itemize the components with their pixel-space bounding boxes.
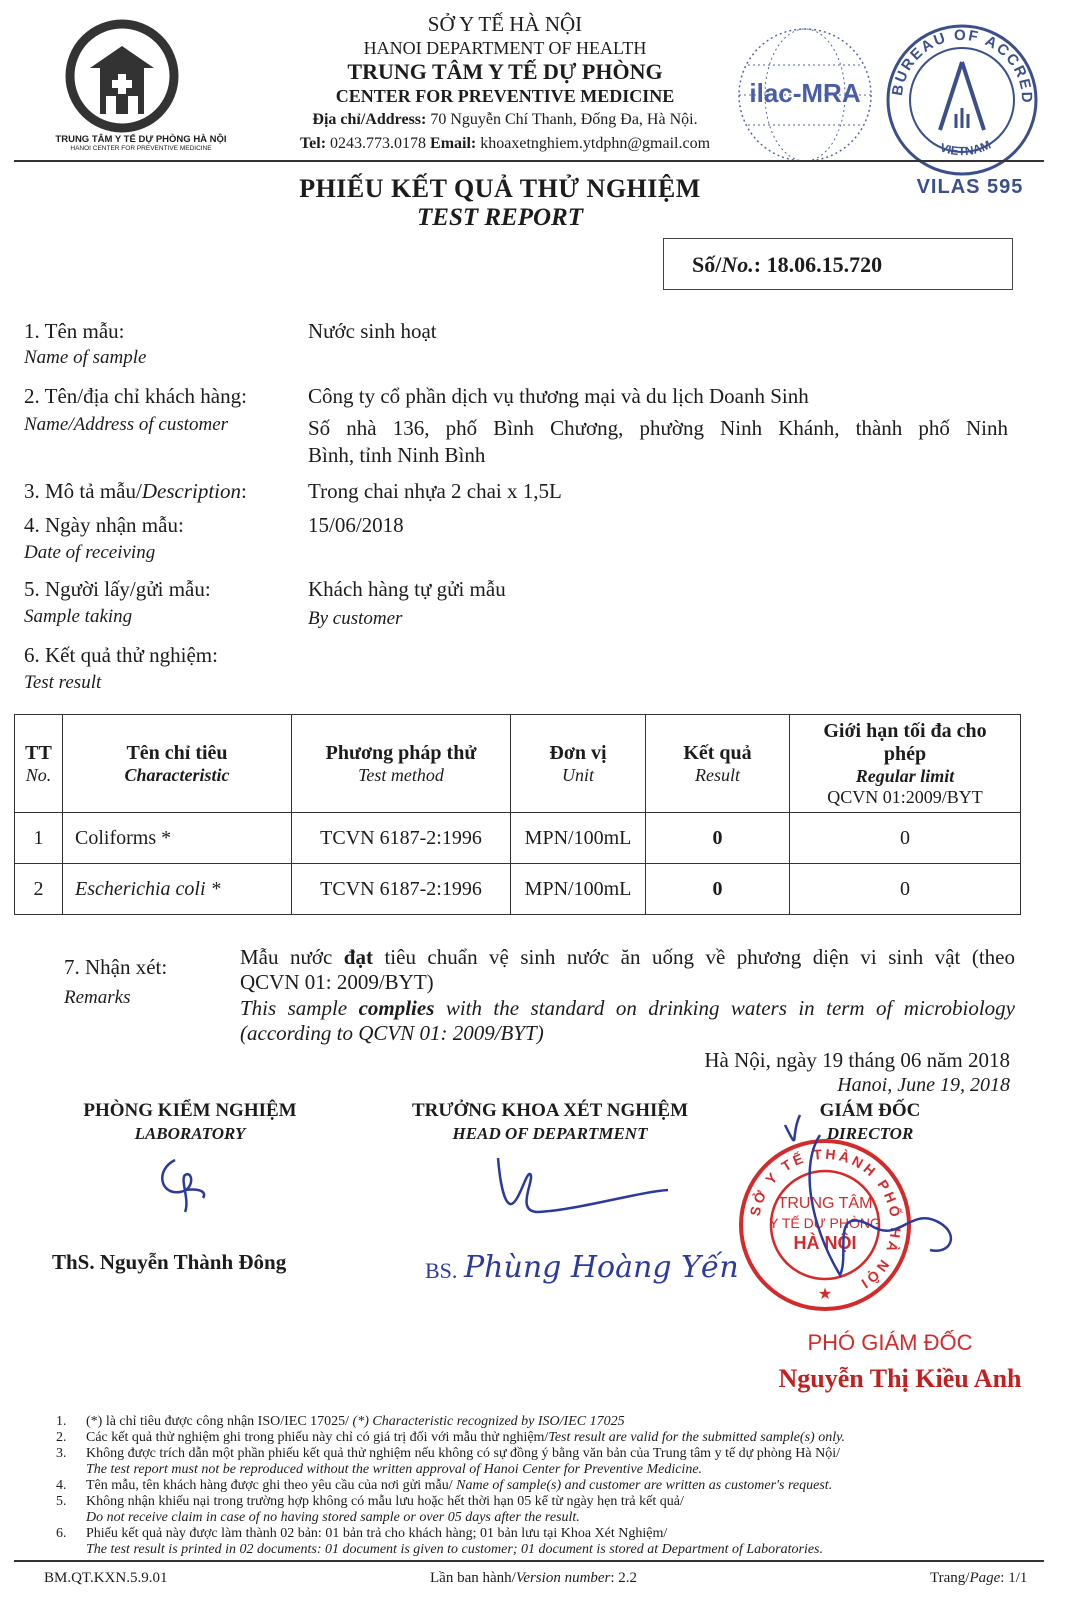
note-item [56,1446,1046,1462]
col-header-no-vi: TT [25,741,52,764]
version-info [430,1570,637,1587]
header-rule [14,160,1044,162]
col-header-method-en: Test method [358,764,444,785]
note-item [56,1414,1046,1430]
col-header-characteristic [63,715,292,813]
col-header-unit-en: Unit [561,764,594,785]
ilac-text: ilac-MRA [749,78,861,108]
col-header-result-en: Result [695,764,740,785]
table-row [15,864,1021,915]
note-number: 1. [56,1414,67,1429]
ilac-mra-mark [730,20,880,170]
head-heading: TRƯỞNG KHOA XÉT NGHIỆM [411,1100,689,1121]
address-label: Địa chỉ/Address: [312,111,427,128]
col-header-limit-vi: Giới hạn tối đa cho phép [823,719,987,765]
note-number: 2. [56,1430,67,1445]
field-sample-name-label-en: Name of sample [24,347,147,368]
note-item [56,1430,1046,1446]
header-center-en: CENTER FOR PREVENTIVE MEDICINE [335,86,675,106]
report-number: 18.06.15.720 [766,252,883,277]
row-no: 1 [15,813,63,864]
row-characteristic: Escherichia coli * [63,864,292,915]
director-heading: GIÁM ĐỐC [819,1100,921,1121]
number-label-en: No. [721,252,754,277]
page-label-en: Page [969,1570,1001,1586]
deputy-name: Nguyễn Thị Kiều Anh [778,1364,1022,1393]
lab-heading: PHÒNG KIỂM NGHIỆM [83,1100,297,1121]
issue-date-vi: Hà Nội, ngày 19 tháng 06 năm 2018 [704,1048,1010,1072]
field-sampler-value-en: By customer [308,608,403,629]
remarks-en-c: with the standard on drinking waters in term of microbiology [434,996,1016,1020]
note-text-en: The test result is printed in 02 documents: 01 document is given to customer; 01 document is stored at Department of Laboratories. [86,1542,824,1557]
field-description-label-en: Description [141,479,241,503]
head-signature-icon [478,1152,678,1232]
boa-ring-text: BUREAU OF ACCRED [888,26,1036,105]
field-date-label-en: Date of receiving [24,542,156,563]
note-text-vi: Phiếu kết quả này được làm thành 02 bản: 01 bản trả cho khách hàng; 01 bản lưu tại Khoa Xét Nghiệm/ [86,1526,668,1541]
field-customer-label-en: Name/Address of customer [24,414,229,435]
field-description-value: Trong chai nhựa 2 chai x 1,5L [308,479,562,503]
logo-caption-en: HANOI CENTER FOR PREVENTIVE MEDICINE [70,145,212,152]
letterhead [230,12,780,156]
row-result: 0 [646,813,790,864]
row-unit: MPN/100mL [511,864,646,915]
col-header-result-vi: Kết quả [683,741,752,764]
row-result: 0 [646,864,790,915]
field-date-label: 4. Ngày nhận mẫu: [24,513,184,537]
results-table [14,714,1021,915]
remarks-vi-a: Mẫu nước [240,945,344,969]
number-label-vi: Số/ [692,252,722,277]
note-item [56,1526,1046,1542]
title-en: TEST REPORT [417,204,583,231]
col-header-characteristic-en: Characteristic [124,764,230,785]
boa-seal-icon [880,18,1045,183]
email-label: Email: [430,135,477,152]
center-logo [55,18,227,158]
note-text-en: Test result are valid for the submitted sample(s) only. [548,1430,846,1445]
header-department-vi: SỞ Y TẾ HÀ NỘI [427,12,583,36]
row-method: TCVN 6187-2:1996 [292,864,511,915]
note-item [56,1462,1046,1478]
lab-signer-name: ThS. Nguyễn Thành Đông [52,1250,287,1274]
deputy-title: PHÓ GIÁM ĐỐC [807,1330,973,1355]
col-header-limit-standard: QCVN 01:2009/BYT [827,786,983,807]
note-number: 6. [56,1526,67,1541]
remarks-vi-line1 [240,945,1015,970]
vilas-code: VILAS 595 [916,176,1024,198]
head-heading-en: HEAD OF DEPARTMENT [452,1124,648,1143]
notes-list [56,1414,1046,1558]
field-result-label: 6. Kết quả thử nghiệm: [24,643,218,667]
tel-label: Tel: [299,135,327,152]
report-number-box [663,238,1013,290]
field-result-label-en: Test result [24,672,102,693]
field-customer-label: 2. Tên/địa chỉ khách hàng: [24,384,247,408]
remarks-vi-c: tiêu chuẩn vệ sinh nước ăn uống về phương diện vi sinh vật (theo [372,945,1015,969]
note-number: 5. [56,1494,67,1509]
field-sampler-label: 5. Người lấy/gửi mẫu: [24,577,211,601]
note-text-vi: Các kết quả thử nghiệm ghi trong phiếu này chỉ có giá trị đối với mẫu thử nghiệm/ [86,1430,549,1445]
field-sample-name-value: Nước sinh hoạt [308,319,437,343]
col-header-limit-en: Regular limit [855,765,955,786]
note-text-vi: Không được trích dẫn một phần phiếu kết quả thử nghiệm nếu không có sự đồng ý bằng văn bản của Trung tâm y tế dự phòng Hà Nội/ [86,1446,840,1461]
col-header-no-en: No. [25,764,52,785]
header-center-vi: TRUNG TÂM Y TẾ DỰ PHÒNG [347,59,663,84]
col-header-unit [511,715,646,813]
version-value: : 2.2 [610,1570,638,1586]
lab-heading-en: LABORATORY [134,1124,246,1143]
note-item [56,1478,1046,1494]
table-row [15,813,1021,864]
note-number: 3. [56,1446,67,1461]
director-signature-icon [760,1105,970,1295]
note-text-vi: (*) là chỉ tiêu được công nhận ISO/IEC 17025/ [86,1414,353,1429]
field-customer-name-value: Công ty cổ phần dịch vụ thương mại và du lịch Doanh Sinh [308,384,809,408]
note-item [56,1542,1046,1558]
header-department-en: HANOI DEPARTMENT OF HEALTH [363,38,647,58]
remarks-en-a: This sample [240,996,359,1020]
seal-center-line1: TRUNG TÂM [777,1195,873,1212]
svg-text:★: ★ [817,1286,833,1303]
col-header-method [292,715,511,813]
row-limit: 0 [790,864,1021,915]
tel-value: 0243.773.0178 [326,135,431,152]
page-value: : 1/1 [1000,1570,1028,1586]
field-description-label: 3. Mô tả mẫu/ [24,479,142,503]
col-header-characteristic-vi: Tên chỉ tiêu [126,741,228,764]
email-value: khoaxetnghiem.ytdphn@gmail.com [476,135,711,152]
remarks-en-line2: (according to QCVN 01: 2009/BYT) [240,1021,544,1045]
col-header-unit-vi: Đơn vị [549,741,607,764]
remarks-vi-pass: đạt [343,945,373,969]
row-unit: MPN/100mL [511,813,646,864]
logo-caption-vi: TRUNG TÂM Y TẾ DỰ PHÒNG HÀ NỘI [55,134,227,145]
boa-country-text: VIETNAM [938,137,993,159]
field-description-colon: : [240,479,247,503]
lab-signature-icon [145,1150,225,1220]
remarks-vi-line2: QCVN 01: 2009/BYT) [240,970,434,994]
remarks-label: 7. Nhận xét: [64,955,168,979]
col-header-limit [790,715,1021,813]
note-item [56,1510,1046,1526]
row-limit: 0 [790,813,1021,864]
note-text-en: The test report must not be reproduced without the written approval of Hanoi Center for Preventive Medicine. [86,1462,703,1477]
issue-date-en: Hanoi, June 19, 2018 [837,1074,1010,1096]
col-header-no [15,715,63,813]
seal-center-line3: HÀ NỘI [793,1233,857,1253]
remarks-en-complies: complies [358,996,435,1020]
page-label-vi: Trang/ [930,1570,970,1586]
head-signer-name: Phùng Hoàng Yến [464,1250,739,1285]
title-vi: PHIẾU KẾT QUẢ THỬ NGHIỆM [299,174,701,203]
col-header-method-vi: Phương pháp thử [325,741,477,764]
director-heading-en: DIRECTOR [826,1124,914,1143]
svg-text:BUREAU OF ACCREDITATION [880,18,1035,105]
seal-center-line2: Y TẾ DỰ PHÒNG [769,1215,881,1231]
svg-text:VIETNAM [938,138,993,159]
version-label-en: Version number [515,1570,611,1586]
note-text-en: Name of sample(s) and customer are written as customer's request. [456,1478,833,1493]
field-customer-address-line1: Số nhà 136, phố Bình Chương, phường Ninh Khánh, thành phố Ninh [308,416,1008,440]
note-item [56,1494,1046,1510]
footer-rule [14,1560,1044,1562]
remarks-label-en: Remarks [64,987,131,1008]
note-number: 4. [56,1478,67,1493]
page-info [930,1570,1027,1587]
report-title [200,174,800,232]
row-characteristic: Coliforms * [63,813,292,864]
seal-ring-text: SỞ Y TẾ THÀNH PHỐ HÀ NỘI [746,1145,905,1294]
field-sampler-value: Khách hàng tự gửi mẫu [308,577,506,601]
table-header-row [15,715,1021,813]
row-no: 2 [15,864,63,915]
col-header-result [646,715,790,813]
remarks-en-line1 [240,996,1015,1021]
head-signer-title: BS. [425,1258,458,1283]
field-sample-name-label: 1. Tên mẫu: [24,319,125,343]
note-text-en: Do not receive claim in case of no having stored sample or over 05 days after the result. [86,1510,580,1525]
field-date-value: 15/06/2018 [308,513,404,537]
address-value: 70 Nguyễn Chí Thanh, Đống Đa, Hà Nội. [426,111,698,128]
note-text-vi: Tên mẫu, tên khách hàng được ghi theo yêu cầu của nơi gửi mẫu/ [86,1478,457,1493]
version-label-vi: Lần ban hành/ [430,1570,516,1586]
form-code: BM.QT.KXN.5.9.01 [44,1570,168,1586]
field-customer-address-line2: Bình, tỉnh Ninh Bình [308,443,486,467]
field-sampler-label-en: Sample taking [24,606,133,627]
boa-accreditation-mark [880,18,1045,183]
number-colon: : [753,252,767,277]
row-method: TCVN 6187-2:1996 [292,813,511,864]
note-text-en: (*) Characteristic recognized by ISO/IEC 17025 [352,1414,625,1429]
note-text-vi: Không nhận khiếu nại trong trường hợp không có mẫu lưu hoặc hết thời hạn 05 kể từ ngày hẹn trả kết quả/ [86,1494,684,1509]
